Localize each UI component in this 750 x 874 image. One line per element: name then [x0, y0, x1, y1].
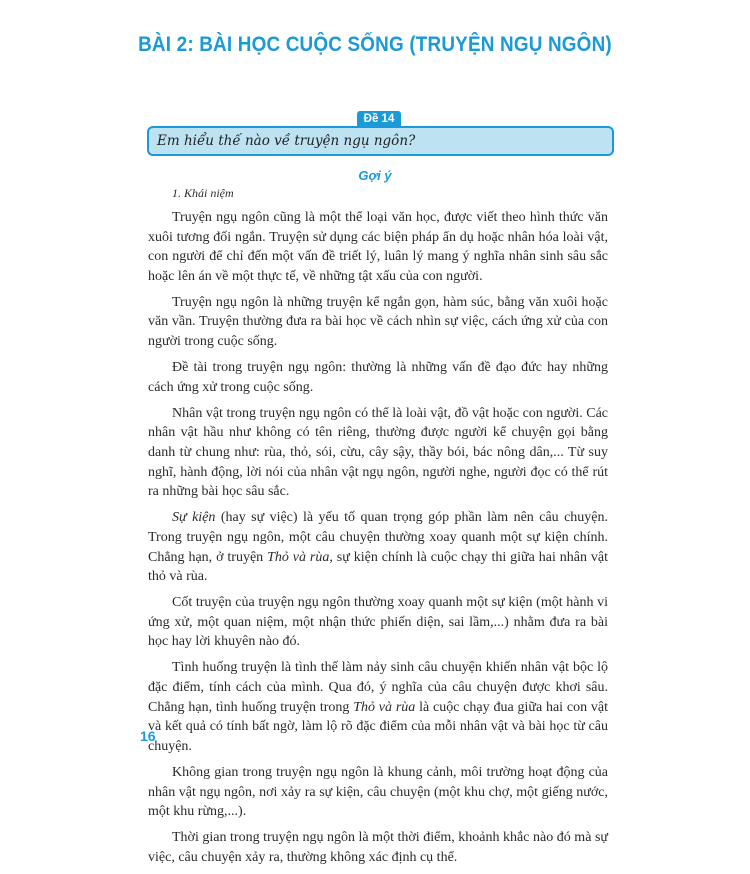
question-text: Em hiểu thế nào về truyện ngụ ngôn? — [157, 133, 416, 149]
hint-heading: Gợi ý — [358, 168, 392, 183]
page-number: 16 — [140, 728, 156, 744]
text-segment: Nhân vật trong truyện ngụ ngôn có thể là loài vật, đồ vật hoặc con người. Các nhân vật hầu như không có tên riêng, thường được người kể chuyện gọi bằng danh từ chung như: rùa, thỏ, sói, cừu, cây sậy, thầy bói, bác nông dân,... Từ suy nghĩ, hành động, lời nói của nhân vật ngụ ngôn, người nghe, người đọc có thể rút ra những bài học sâu sắc. — [148, 405, 608, 500]
paragraph — [148, 358, 608, 397]
paragraph — [148, 404, 608, 502]
italic-text: Thỏ và rùa — [353, 699, 416, 715]
paragraph — [148, 293, 608, 352]
text-segment: Truyện ngụ ngôn là những truyện kể ngắn gọn, hàm súc, bằng văn xuôi hoặc văn vần. Truyện thường đưa ra bài học về cách nhìn sự việc, cách ứng xử của con người trong cuộc sống. — [148, 294, 608, 350]
italic-text: Sự kiện — [172, 510, 216, 526]
text-segment: là cuộc chạy đua giữa hai con vật và kết quả có tính bất ngờ, làm lộ rõ đặc điểm của mỗi nhân vật và bài học từ câu chuyện. — [148, 699, 608, 754]
paragraph — [148, 593, 608, 652]
paragraph — [148, 763, 608, 822]
text-segment: Không gian trong truyện ngụ ngôn là khung cảnh, môi trường hoạt động của nhân vật ngụ ngôn, nơi xảy ra sự kiện, câu chuyện (một khu chợ, một giếng nước, một khu rừng,...). — [148, 764, 608, 820]
text-segment: Thời gian trong truyện ngụ ngôn là một thời điểm, khoảnh khắc nào đó mà sự việc, câu chuyện xảy ra, thường không xác định cụ thể. — [148, 830, 608, 865]
text-segment: (hay sự việc) là yếu tố quan trọng góp phần làm nên câu chuyện. Trong truyện ngụ ngôn, một câu chuyện thường xoay quanh một sự kiện chính. Chẳng hạn, ở truyện — [148, 510, 609, 565]
section-heading: 1. Khái niệm — [172, 186, 234, 200]
paragraph — [148, 658, 608, 756]
text-segment: Truyện ngụ ngôn cũng là một thể loại văn học, được viết theo hình thức văn xuôi tương đối ngắn. Truyện sử dụng các biện pháp ẩn dụ hoặc nhân hóa loài vật, con người để chỉ đến một vấn đề triết lý, luân lý mang ý nghĩa nhân sinh sâu sắc hoặc lên án về một thực tế, về những tật xấu của con người. — [148, 210, 608, 284]
text-segment: Tình huống truyện là tình thế làm nảy sinh câu chuyện khiến nhân vật bộc lộ đặc điểm, tính cách của mình. Qua đó, ý nghĩa của câu chuyện được khơi sâu. Chẳng hạn, tình huống truyện trong — [148, 660, 608, 715]
text-segment: Đề tài trong truyện ngụ ngôn: thường là những vấn đề đạo đức hay những cách ứng xử trong cuộc sống. — [148, 360, 608, 395]
question-box — [147, 126, 614, 156]
paragraph — [148, 208, 608, 286]
text-segment: , sự kiện chính là cuộc chạy thi giữa hai nhân vật thỏ và rùa. — [148, 549, 609, 585]
body-text — [148, 208, 608, 874]
exercise-badge: Đề 14 — [357, 111, 401, 128]
italic-text: Thỏ và rùa — [267, 549, 330, 565]
paragraph — [148, 828, 608, 867]
paragraph — [148, 508, 608, 586]
lesson-title: BÀI 2: BÀI HỌC CUỘC SỐNG (TRUYỆN NGỤ NGÔN) — [138, 33, 612, 56]
text-segment: Cốt truyện của truyện ngụ ngôn thường xoay quanh một sự kiện (một hành vi ứng xử, một quan niệm, một nhận thức phiến diện, sai lầm,...) nhằm đưa ra bài học hay lời khuyên nào đó. — [148, 595, 608, 650]
